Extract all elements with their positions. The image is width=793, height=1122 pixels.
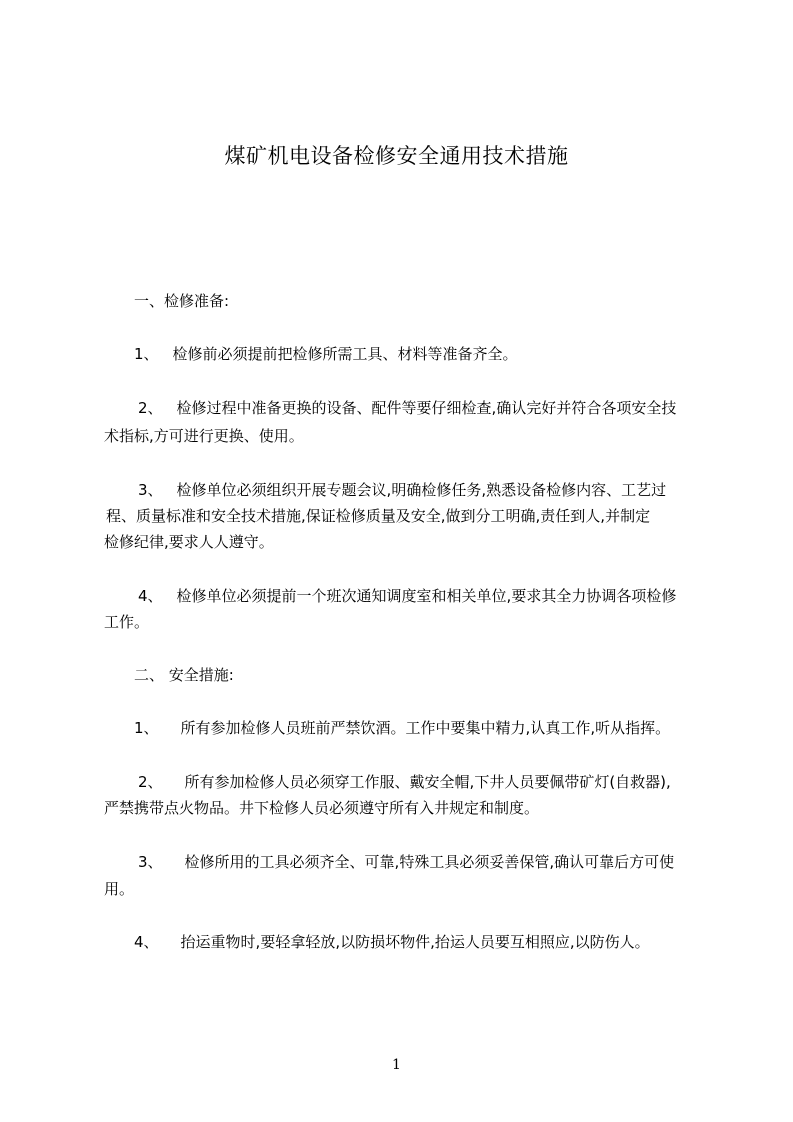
document-title: 煤矿机电设备检修安全通用技术措施 xyxy=(224,144,569,168)
item-text: 所有参加检修人员班前严禁饮酒。工作中要集中精力,认真工作,听从指挥。 xyxy=(180,719,671,737)
item-text: 所有参加检修人员必须穿工作服、戴安全帽,下井人员要佩带矿灯(自救器), xyxy=(184,773,671,791)
item-number: 2、 xyxy=(138,399,163,417)
item-text: 检修前必须提前把检修所需工具、材料等准备齐全。 xyxy=(172,345,518,363)
item-number: 4、 xyxy=(134,933,159,951)
item-text: 检修过程中准备更换的设备、配件等要仔细检查,确认完好并符合各项安全技 xyxy=(176,399,677,417)
list-item xyxy=(138,772,718,792)
item-number: 4、 xyxy=(138,587,163,605)
list-item xyxy=(138,398,718,418)
list-item xyxy=(138,852,718,872)
item-text: 检修单位必须组织开展专题会议,明确检修任务,熟悉设备检修内容、工艺过 xyxy=(176,481,667,499)
item-number: 1、 xyxy=(134,345,159,363)
section-heading: 一、检修准备: xyxy=(134,292,230,310)
item-text: 抬运重物时,要轻拿轻放,以防损坏物件,抬运人员要互相照应,以防伤人。 xyxy=(180,933,650,951)
item-number: 1、 xyxy=(134,719,159,737)
list-item xyxy=(138,586,718,606)
item-text-continuation: 用。 xyxy=(104,880,135,898)
list-item xyxy=(134,718,734,738)
item-text-continuation: 工作。 xyxy=(104,613,150,631)
section-heading: 二、 安全措施: xyxy=(134,666,234,684)
list-item xyxy=(134,344,734,364)
item-text-continuation: 严禁携带点火物品。井下检修人员必须遵守所有入井规定和制度。 xyxy=(104,799,540,817)
item-number: 3、 xyxy=(138,853,163,871)
item-text-continuation: 检修纪律,要求人人遵守。 xyxy=(104,533,274,551)
item-text: 检修所用的工具必须齐全、可靠,特殊工具必须妥善保管,确认可靠后方可使 xyxy=(184,853,675,871)
item-text: 检修单位必须提前一个班次通知调度室和相关单位,要求其全力协调各项检修 xyxy=(176,587,677,605)
list-item xyxy=(134,932,734,952)
item-number: 2、 xyxy=(138,773,163,791)
item-text-continuation: 程、质量标准和安全技术措施,保证检修质量及安全,做到分工明确,责任到人,并制定 xyxy=(106,507,651,525)
list-item xyxy=(138,480,718,500)
item-text-continuation: 术指标,方可进行更换、使用。 xyxy=(104,427,304,445)
page-number: 1 xyxy=(392,1057,401,1073)
item-number: 3、 xyxy=(138,481,163,499)
